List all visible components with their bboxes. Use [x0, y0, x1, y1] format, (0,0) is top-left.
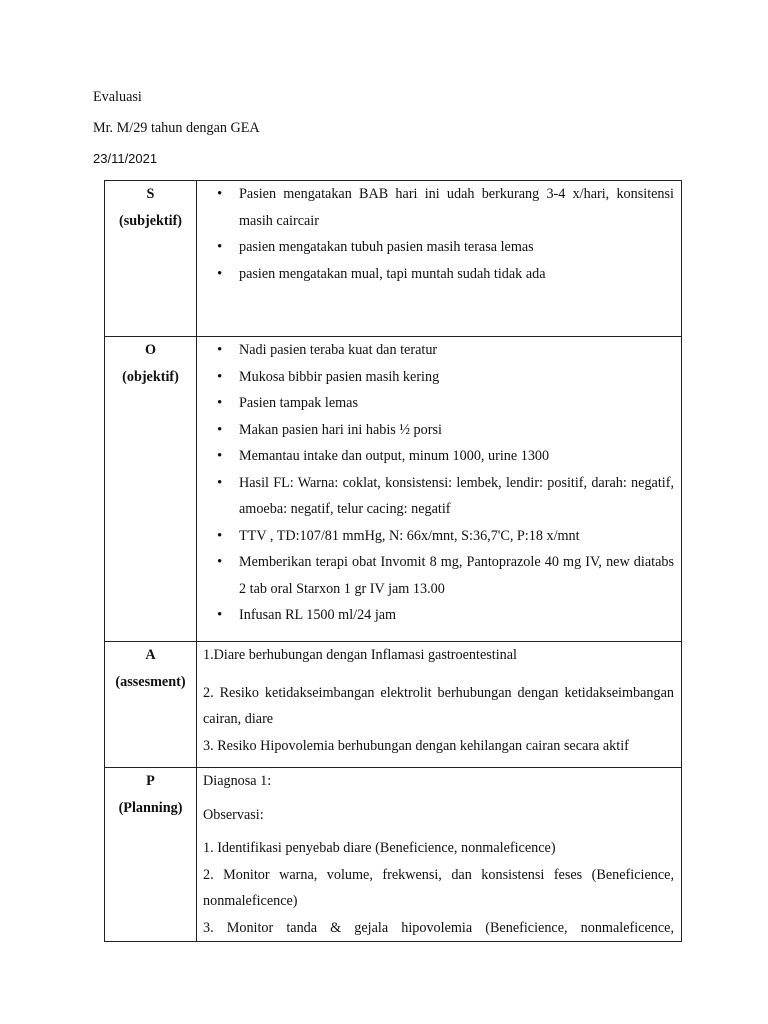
row-label-o: [105, 337, 197, 642]
planning-content: [197, 768, 682, 942]
diagnosis-line: 3. Resiko Hipovolemia berhubungan dengan kehilangan cairan secara aktif: [203, 737, 629, 754]
document-date: 23/11/2021: [93, 151, 158, 166]
document-title: Evaluasi: [93, 89, 142, 105]
soap-table: [104, 180, 682, 942]
soap-row-subjective: [105, 181, 682, 337]
subjective-content: [197, 181, 682, 337]
list-item: • Infusan RL 1500 ml/24 jam: [203, 602, 674, 629]
row-letter: S: [146, 186, 155, 202]
plan-item: 1. Identifikasi penyebab diare (Beneficience, nonmaleficence): [203, 840, 556, 856]
assessment-content: [197, 642, 682, 768]
list-item: • pasien mengatakan tubuh pasien masih terasa lemas: [203, 234, 674, 261]
diagnosis-line: 2. Resiko ketidakseimbangan elektrolit berhubungan dengan ketidakseimbangan cairan, diare: [203, 684, 674, 727]
row-name: (Planning): [118, 799, 183, 816]
list-item: • TTV , TD:107/81 mmHg, N: 66x/mnt, S:36,7'C, P:18 x/mnt: [203, 523, 674, 550]
list-item: • Pasien tampak lemas: [203, 390, 674, 417]
objective-content: [197, 337, 682, 642]
observasi-heading: Observasi:: [203, 806, 264, 823]
list-item: • Makan pasien hari ini habis ½ porsi: [203, 417, 674, 444]
plan-item: 3. Monitor tanda & gejala hipovolemia (Beneficience, nonmaleficence,: [203, 919, 674, 936]
soap-row-planning: [105, 768, 682, 942]
row-name: (objektif): [122, 368, 179, 385]
list-item: • Mukosa bibbir pasien masih kering: [203, 364, 674, 391]
list-item: • Nadi pasien teraba kuat dan teratur: [203, 337, 674, 364]
diagnosa-heading: Diagnosa 1:: [203, 773, 272, 789]
plan-item: 2. Monitor warna, volume, frekwensi, dan konsistensi feses (Beneficience, nonmaleficence): [203, 866, 674, 909]
patient-info: Mr. M/29 tahun dengan GEA: [93, 120, 260, 136]
list-item: • pasien mengatakan mual, tapi muntah sudah tidak ada: [203, 261, 674, 288]
soap-row-assessment: [105, 642, 682, 768]
list-item: • Hasil FL: Warna: coklat, konsistensi: lembek, lendir: positif, darah: negatif, amoeba: negatif, telur cacing: negatif: [203, 470, 674, 523]
list-item: • Pasien mengatakan BAB hari ini udah berkurang 3-4 x/hari, konsitensi masih caircair: [203, 181, 674, 234]
list-item: • Memantau intake dan output, minum 1000, urine 1300: [203, 443, 674, 470]
row-letter: O: [144, 342, 157, 358]
row-name: (assesment): [115, 673, 186, 690]
diagnosis-line: 1.Diare berhubungan dengan Inflamasi gastroentestinal: [203, 647, 517, 663]
soap-row-objective: [105, 337, 682, 642]
row-name: (subjektif): [118, 212, 183, 229]
row-letter: A: [145, 647, 156, 663]
row-label-p: [105, 768, 197, 942]
list-item: • Memberikan terapi obat Invomit 8 mg, Pantoprazole 40 mg IV, new diatabs 2 tab oral Starxon 1 gr IV jam 13.00: [203, 549, 674, 602]
row-label-s: [105, 181, 197, 337]
row-letter: P: [146, 773, 155, 789]
row-label-a: [105, 642, 197, 768]
